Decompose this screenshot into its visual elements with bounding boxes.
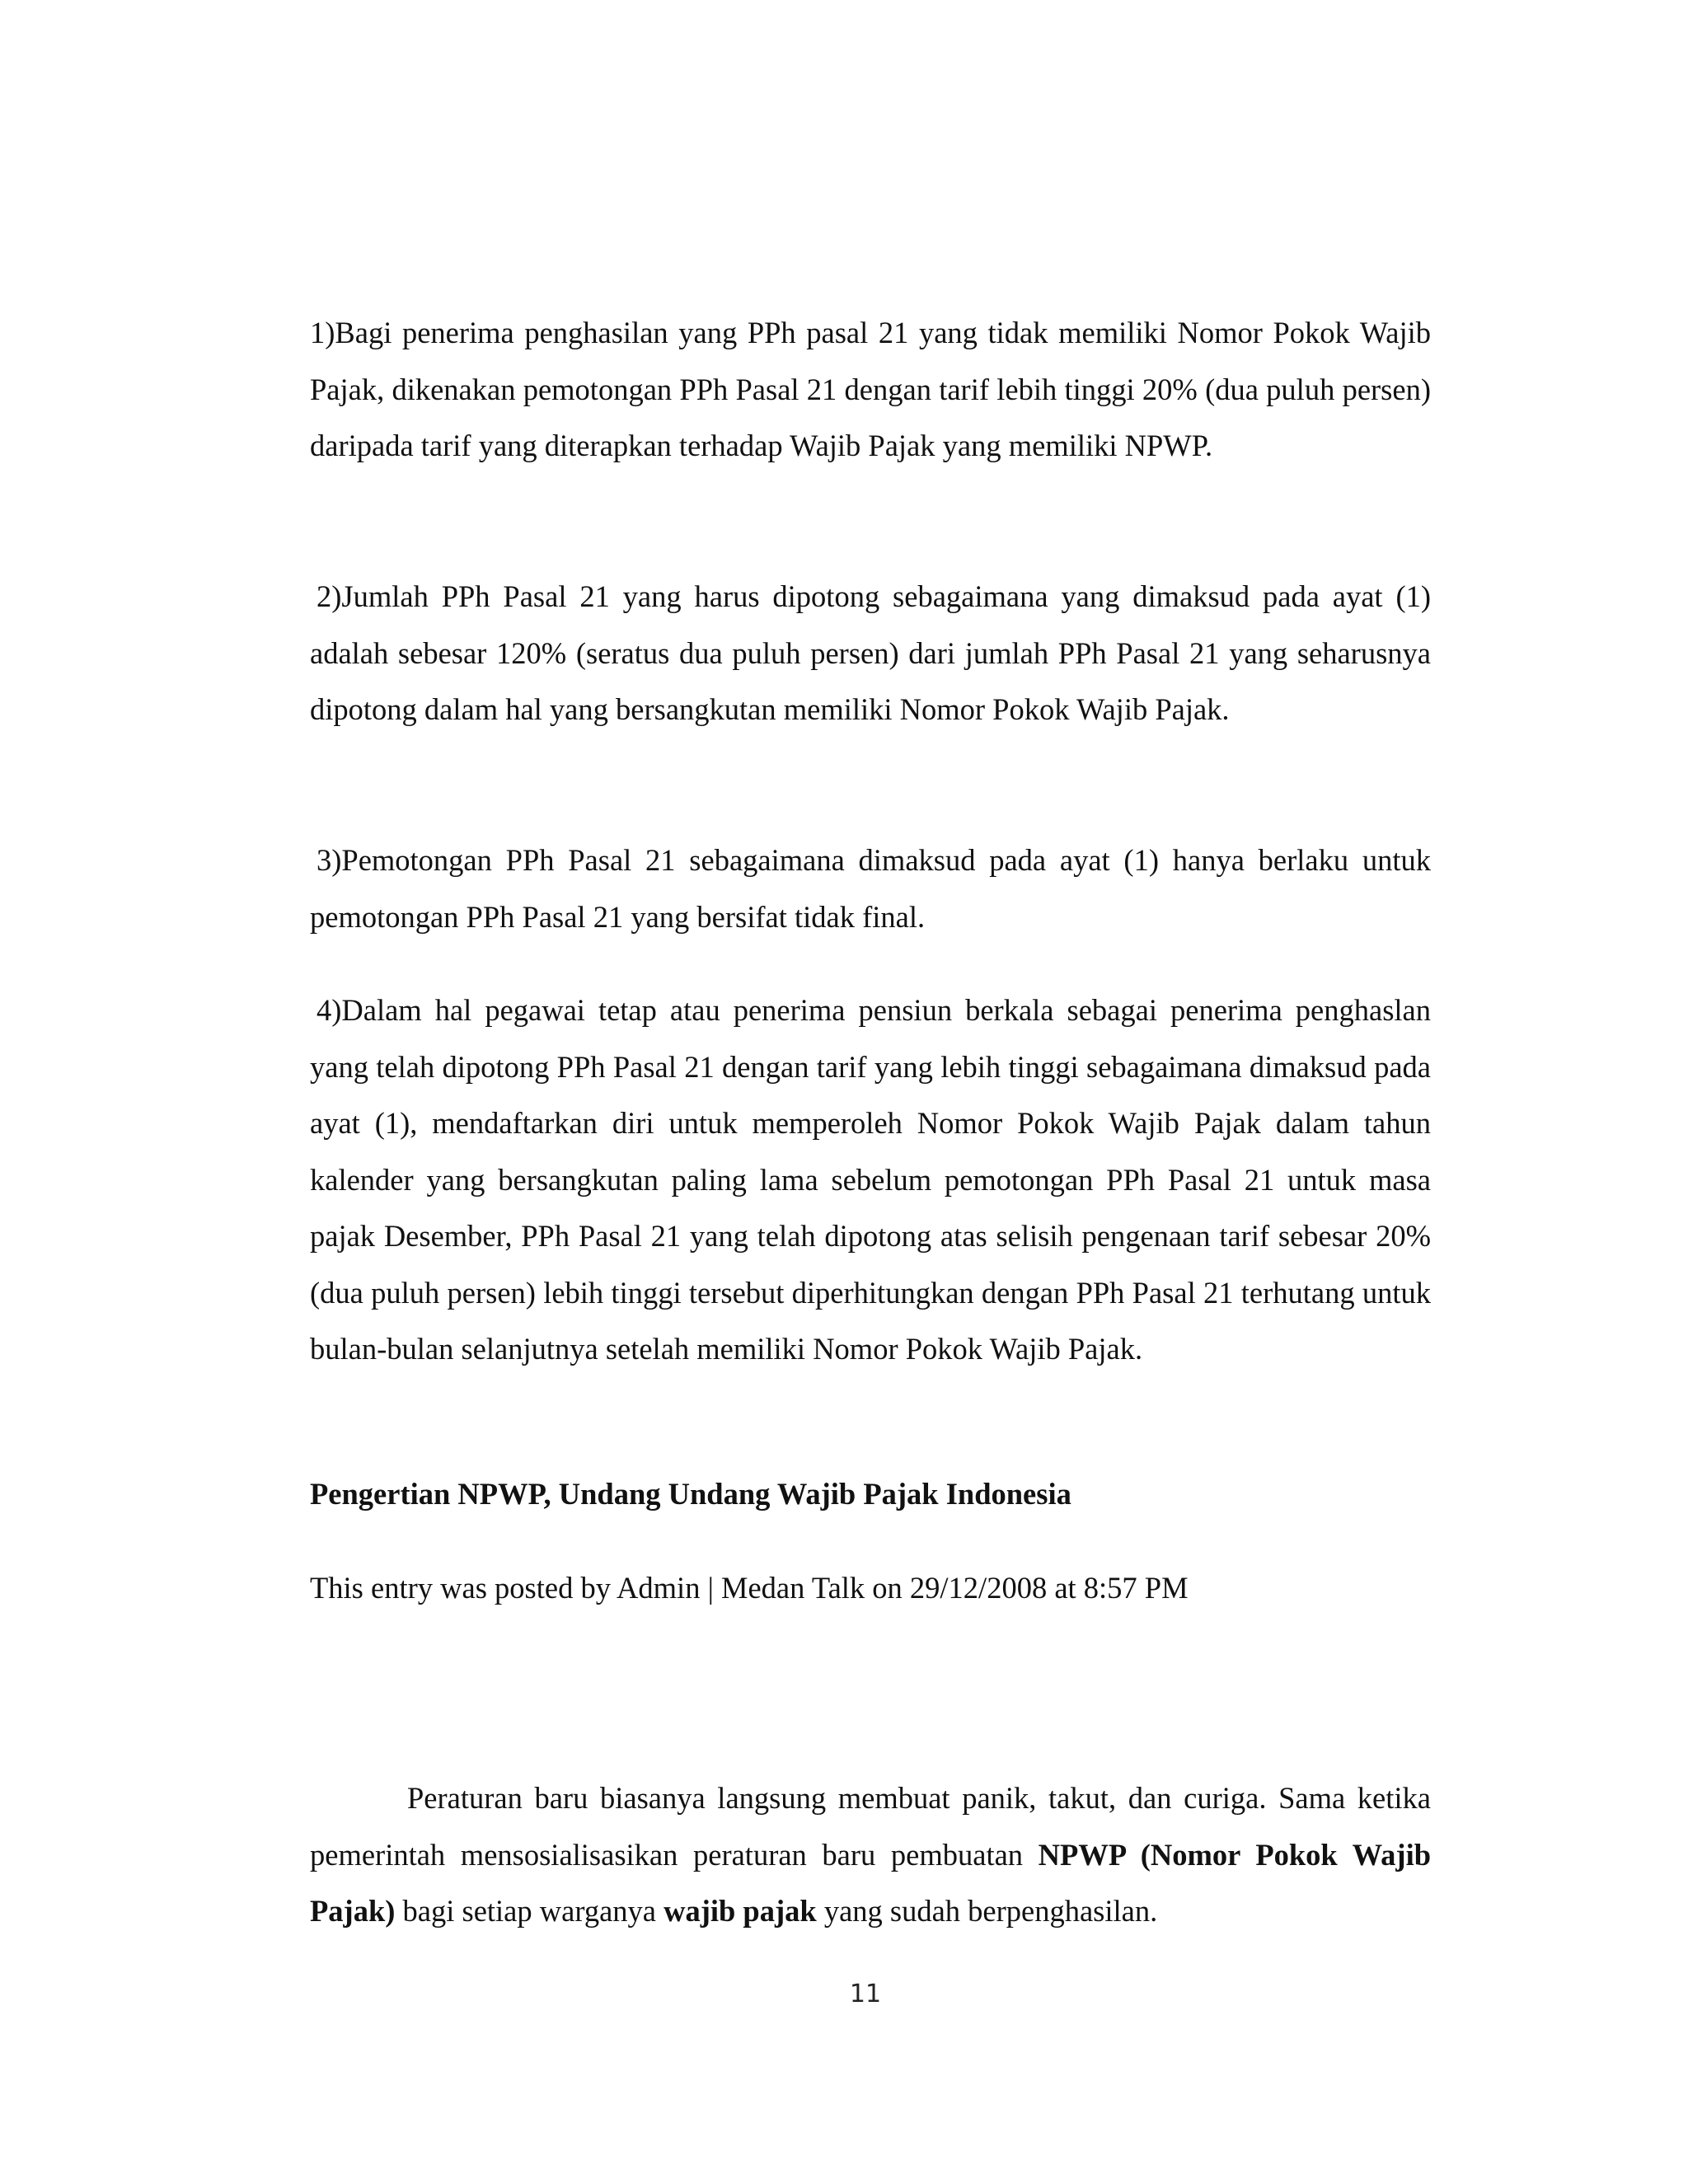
intro-bold-npwp: NPWP (Nomor Pokok Wajib Pajak): [310, 1837, 1432, 1928]
paragraph-item-2-text: 2)Jumlah PPh Pasal 21 yang harus dipotong sebagaimana yang dimaksud pada ayat (1) adalah sebesar 120% (seratus dua puluh persen) dari jumlah PPh Pasal 21 yang seharusnya dipotong dalam hal yang bersangkutan memiliki Nomor Pokok Wajib Pajak.: [310, 579, 1431, 726]
intro-text-part-3: yang sudah berpenghasilan.: [816, 1894, 1158, 1928]
paragraph-item-3: [310, 832, 1431, 945]
paragraph-item-3-text: 3)Pemotongan PPh Pasal 21 sebagaimana dimaksud pada ayat (1) hanya berlaku untuk pemotongan PPh Pasal 21 yang bersifat tidak final.: [310, 843, 1431, 934]
intro-bold-wajib-pajak: wajib pajak: [663, 1894, 817, 1928]
paragraph-item-4-text: 4)Dalam hal pegawai tetap atau penerima pensiun berkala sebagai penerima penghaslan yang telah dipotong PPh Pasal 21 dengan tarif yang lebih tinggi sebagaimana dimaksud pada ayat (1), mendaftarkan diri untuk memperoleh Nomor Pokok Wajib Pajak dalam tahun kalender yang bersangkutan paling lama sebelum pemotongan PPh Pasal 21 untuk masa pajak Desember, PPh Pasal 21 yang telah dipotong atas selisih pengenaan tarif sebesar 20% (dua puluh persen) lebih tinggi tersebut diperhitungkan dengan PPh Pasal 21 terhutang untuk bulan-bulan selanjutnya setelah memiliki Nomor Pokok Wajib Pajak.: [310, 993, 1431, 1366]
intro-text-part-1: Peraturan baru biasanya langsung membuat panik, takut, dan curiga. Sama ketika pemerintah mensosialisasikan peraturan baru pembuatan: [310, 1781, 1431, 1872]
article-heading: Pengertian NPWP, Undang Undang Wajib Pajak Indonesia: [310, 1477, 1071, 1511]
posted-by-line: This entry was posted by Admin | Medan Talk on 29/12/2008 at 8:57 PM: [310, 1571, 1189, 1605]
paragraph-item-4: [310, 982, 1431, 1378]
article-intro-paragraph: [310, 1770, 1431, 1940]
page-number: 11: [849, 1980, 882, 2008]
paragraph-item-2: [310, 569, 1431, 738]
intro-text-part-2: bagi setiap warganya: [395, 1894, 664, 1928]
paragraph-item-1: 1)Bagi penerima penghasilan yang PPh pasal 21 yang tidak memiliki Nomor Pokok Wajib Pajak, dikenakan pemotongan PPh Pasal 21 dengan tarif lebih tinggi 20% (dua puluh persen) daripada tarif yang diterapkan terhadap Wajib Pajak yang memiliki NPWP.: [310, 316, 1431, 462]
